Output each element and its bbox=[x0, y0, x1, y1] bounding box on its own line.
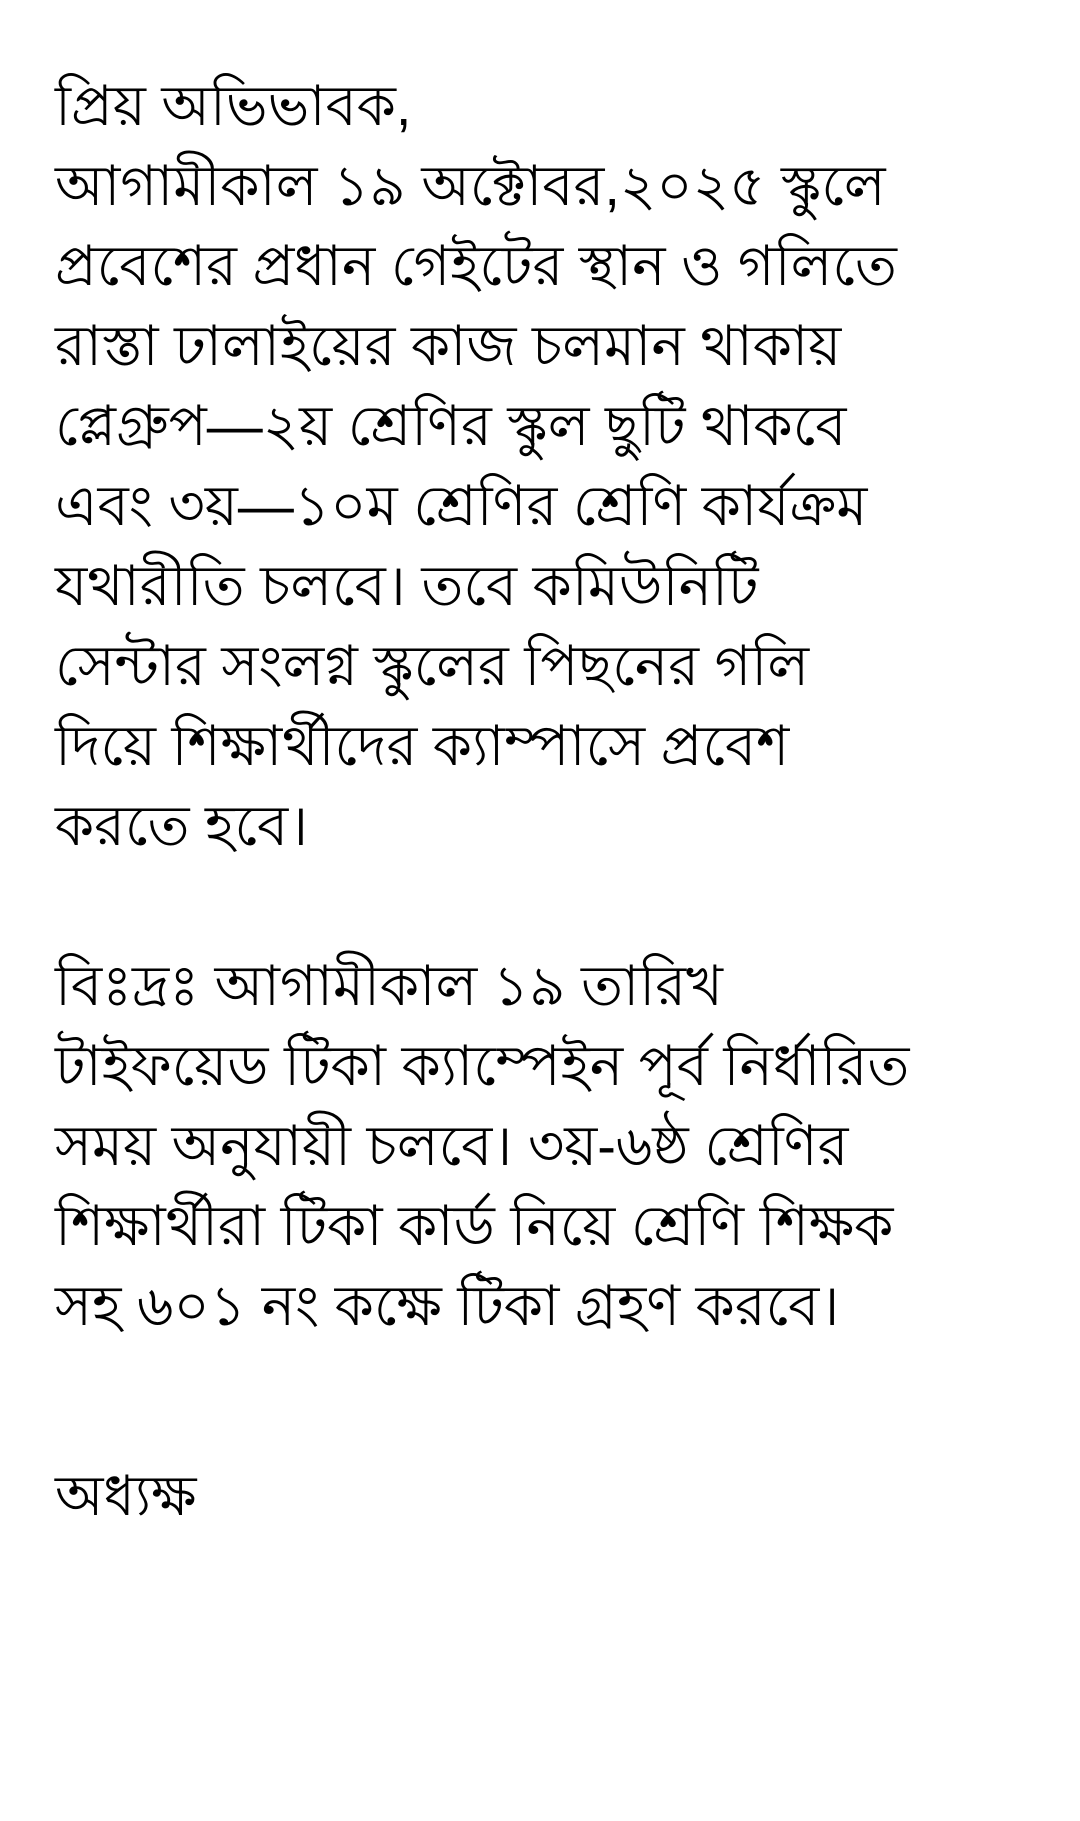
notice-line: আগামীকাল ১৯ অক্টোবর,২০২৫ স্কুলে bbox=[55, 154, 886, 217]
notice-line: রাস্তা ঢালাইয়ের কাজ চলমান থাকায় bbox=[55, 314, 842, 377]
notice-line: সহ ৬০১ নং কক্ষে টিকা গ্রহণ করবে। bbox=[55, 1274, 840, 1337]
notice-line: বিঃদ্রঃ আগামীকাল ১৯ তারিখ bbox=[55, 954, 723, 1017]
notice-line: দিয়ে শিক্ষার্থীদের ক্যাম্পাসে প্রবেশ bbox=[55, 714, 790, 777]
notice-line: এবং ৩য়—১০ম শ্রেণির শ্রেণি কার্যক্রম bbox=[55, 474, 868, 537]
notice-line: প্রবেশের প্রধান গেইটের স্থান ও গলিতে bbox=[55, 234, 897, 297]
notice-line: টাইফয়েড টিকা ক্যাম্পেইন পূর্ব নির্ধারিত bbox=[55, 1034, 910, 1097]
notice-signature-block bbox=[55, 1456, 1040, 1536]
notice-note-paragraph bbox=[55, 946, 1040, 1346]
notice-line: প্লেগ্রুপ—২য় শ্রেণির স্কুল ছুটি থাকবে bbox=[55, 394, 847, 457]
notice-greeting-block bbox=[55, 66, 1040, 146]
greeting-line: প্রিয় অভিভাবক, bbox=[55, 74, 412, 137]
notice-line: যথারীতি চলবে। তবে কমিউনিটি bbox=[55, 554, 759, 617]
notice-line: সেন্টার সংলগ্ন স্কুলের পিছনের গলি bbox=[55, 634, 810, 697]
notice-body-paragraph bbox=[55, 146, 1040, 866]
notice-line: সময় অনুযায়ী চলবে। ৩য়-৬ষ্ঠ শ্রেণির bbox=[55, 1114, 849, 1177]
notice-line: শিক্ষার্থীরা টিকা কার্ড নিয়ে শ্রেণি শিক্ষক bbox=[55, 1194, 894, 1257]
signature-line: অধ্যক্ষ bbox=[55, 1464, 197, 1527]
notice-line: করতে হবে। bbox=[55, 794, 309, 857]
